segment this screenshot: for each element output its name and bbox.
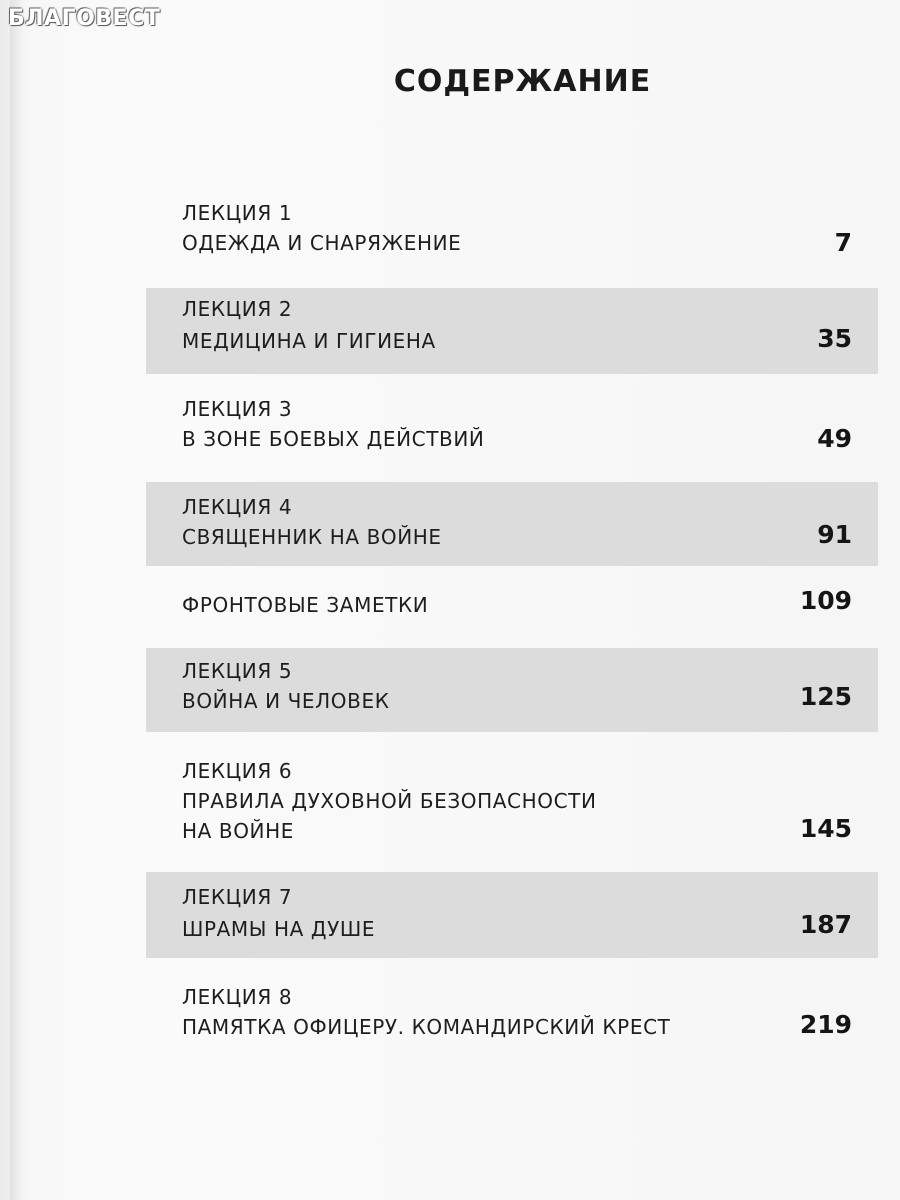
watermark-logo: БЛАГОВЕСТ	[8, 6, 161, 31]
toc-entry-1	[146, 188, 878, 274]
page-number: 7	[834, 228, 852, 257]
toc-entry-8	[146, 872, 878, 958]
toc-entry-7	[146, 752, 878, 862]
toc-entry-9	[146, 978, 878, 1058]
toc-entry-4	[146, 482, 878, 566]
lecture-number: ЛЕКЦИЯ 2	[182, 297, 293, 321]
entry-title: ПАМЯТКА ОФИЦЕРУ. КОМАНДИРСКИЙ КРЕСТ	[182, 1015, 671, 1039]
entry-title: ВОЙНА И ЧЕЛОВЕК	[182, 689, 390, 713]
entry-title: МЕДИЦИНА И ГИГИЕНА	[182, 329, 436, 353]
lecture-number: ЛЕКЦИЯ 6	[182, 759, 293, 783]
page-edge	[10, 0, 22, 1200]
toc-entry-3	[146, 388, 878, 474]
page-number: 145	[799, 814, 852, 843]
entry-title-line-1: ПРАВИЛА ДУХОВНОЙ БЕЗОПАСНОСТИ	[182, 789, 597, 813]
entry-title: ШРАМЫ НА ДУШЕ	[182, 917, 376, 941]
entry-title-line-2: НА ВОЙНЕ	[182, 819, 294, 843]
page-number: 91	[817, 520, 852, 549]
entry-title: ОДЕЖДА И СНАРЯЖЕНИЕ	[182, 231, 462, 255]
lecture-number: ЛЕКЦИЯ 4	[182, 495, 293, 519]
lecture-number: ЛЕКЦИЯ 5	[182, 659, 293, 683]
entry-title: ФРОНТОВЫЕ ЗАМЕТКИ	[182, 593, 429, 617]
toc-entry-6	[146, 648, 878, 732]
page-number: 219	[799, 1010, 852, 1039]
page-title: СОДЕРЖАНИЕ	[393, 64, 652, 99]
lecture-number: ЛЕКЦИЯ 3	[182, 397, 293, 421]
page-number: 187	[799, 910, 852, 939]
page-number: 49	[817, 424, 852, 453]
entry-title: В ЗОНЕ БОЕВЫХ ДЕЙСТВИЙ	[182, 427, 485, 451]
page-number: 109	[799, 586, 852, 615]
page-number: 125	[799, 682, 852, 711]
lecture-number: ЛЕКЦИЯ 7	[182, 885, 293, 909]
lecture-number: ЛЕКЦИЯ 1	[182, 201, 293, 225]
lecture-number: ЛЕКЦИЯ 8	[182, 985, 293, 1009]
toc-entry-5	[146, 578, 878, 632]
entry-title: СВЯЩЕННИК НА ВОЙНЕ	[182, 525, 442, 549]
page-number: 35	[817, 324, 852, 353]
toc-entry-2	[146, 288, 878, 374]
